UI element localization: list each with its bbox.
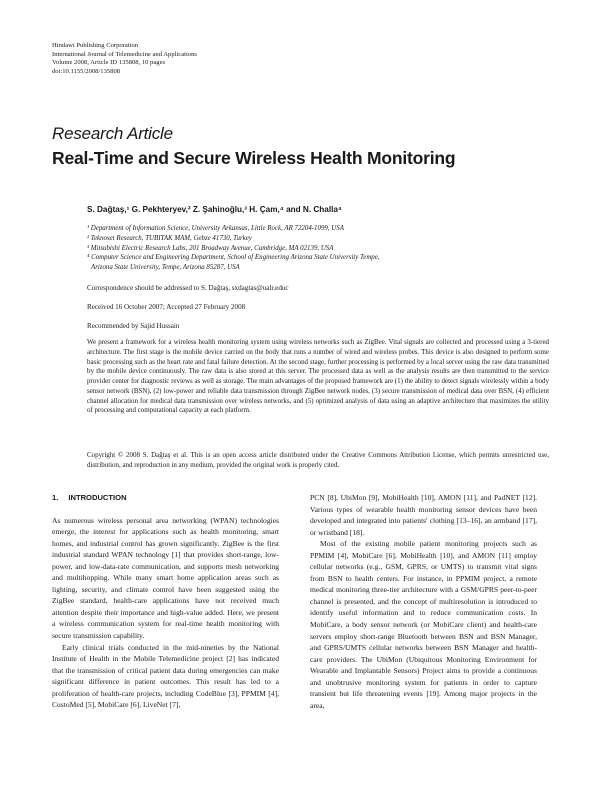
section-heading [52,492,279,504]
paragraph: Most of the existing mobile patient monitoring projects such as PPMIM [4], MobiCare [6], MobiHealth [10], and AMON [11] employ cellular networks (e.g., GSM, GPRS, or UMTS) to transmit vital signs from BSN to health centers. For instance, in PPMIM project, a remote medical monitoring three-tier architecture with a GSM/GPRS peer-to-peer channel is presented, and the concept of multiresolution is introduced to identify useful information and to reduce communication costs. In MobiCare, a body sensor network (or MobiCare client) and health-care servers employ short-range Bluetooth between BSN and BSN Manager, and GPRS/UMTS cellular networks between BSN Manager and health-care providers. The UbiMon (Ubiquitous Monitoring Environment for Wearable and Implantable Sensors) Project aims to provide a continuous and unobtrusive monitoring system for patients in order to capture transient but life threatening events [19]. Among major projects in the area, [310,539,537,710]
journal-header [52,42,197,76]
recommended-by: Recommended by Sajid Hussain [87,322,180,330]
correspondence: Correspondence should be addressed to S. Dağtaş, sxdagtas@ualr.educ [87,284,289,292]
affiliation-2: ² Teknoset Research, TUBITAK MAM, Gebze 41730, Turkey [87,234,252,242]
paragraph: Early clinical trials conducted in the mid-nineties by the National Institute of Health in the Mobile Telemedicine project [2] has indicated that the transmission of critical patient data during emergencies can make significant difference in patient outcomes. This result has led to a proliferation of health-care projects, including CodeBlue [3], PPMIM [4], CustoMed [5], MobiCare [6], LiveNet [7], [52,642,279,710]
article-type: Research Article [52,124,173,143]
affiliation-3: ³ Mitsubishi Electric Research Labs, 201 Broadway Avenue, Cambridge, MA 02139, USA [87,244,334,252]
publisher-line: Hindawi Publishing Corporation [52,42,139,49]
left-column [52,492,279,711]
journal-line: International Journal of Telemedicine and Applications [52,50,197,58]
section-number: 1. [52,493,59,502]
section-title: INTRODUCTION [68,493,127,502]
paragraph: PCN [8], UbiMon [9], MobiHealth [10], AMON [11], and PadNET [12]. Various types of wearable health monitoring sensor devices have been developed and integrated into patients' clothing [13–16], an armband [17], or wristband [18]. [310,493,537,537]
paragraph: As numerous wireless personal area networking (WPAN) technologies emerge, the interest for applications such as health monitoring, smart homes, and industrial control has grown significantly. ZigBee is the first industrial standard WPAN technology [1] that provides short-range, low-power, and low-data-rate communication, and supports mesh networking and multihopping. While many smart home application areas such as lighting, security, and climate control have been suggested using the ZigBee standard, health-care applications have not received much attention despite their importance and high-value added. Here, we present a wireless communication system for real-time health monitoring with secure transmission capability. [52,515,279,641]
affiliations [87,224,557,273]
author-list: S. Dağtaş,¹ G. Pekhteryev,² Z. Şahinoğlu,³ H. Çam,⁴ and N. Challa⁴ [87,205,342,214]
abstract: We present a framework for a wireless health monitoring system using wireless networks such as ZigBee. Vital signals are collected and processed using a 3-tiered architecture. The first stage is the mobile device carried on the body that runs a number of wired and wireless probes. This device is also designed to perform some basic processing such as the heart rate and fatal failure detection. At the second stage, further processing is performed by a local server using the raw data transmitted by the mobile device continuously. The raw data is also stored at this server. The processed data as well as the analysis results are then transmitted to the service provider center for diagnostic reviews as well as storage. The main advantages of the proposed framework are (1) the ability to detect signals wirelessly within a body sensor network (BSN), (2) low-power and reliable data transmission through ZigBee network nodes, (3) secure transmission of medical data over BSN, (4) efficient channel allocation for medical data transmission over wireless networks, and (5) optimized analysis of data using an adaptive architecture that maximizes the utility of processing and computational capacity at each platform. [87,338,549,415]
doi-line: doi:10.1155/2008/135808 [52,67,121,75]
affiliation-1: ¹ Department of Information Science, University Arkansas, Little Rock, AR 72204-1099, USA [87,225,344,232]
copyright-notice: Copyright © 2008 S. Dağtaş et al. This is an open access article distributed under the Creative Commons Attribution License, which permits unrestricted use, distribution, and reproduction in any medium, provided the original work is properly cited. [87,451,549,469]
right-column [310,492,537,711]
paper-title: Real-Time and Secure Wireless Health Monitoring [52,148,456,168]
affiliation-4: ⁴ Computer Science and Engineering Department, School of Engineering Arizona State University Tempe, [87,254,380,262]
received-dates: Received 16 October 2007; Accepted 27 February 2008 [87,303,246,311]
volume-line: Volume 2008, Article ID 135808, 10 pages [52,59,166,67]
affiliation-4-continued: Arizona State University, Tempe, Arizona 85287, USA [91,264,240,272]
